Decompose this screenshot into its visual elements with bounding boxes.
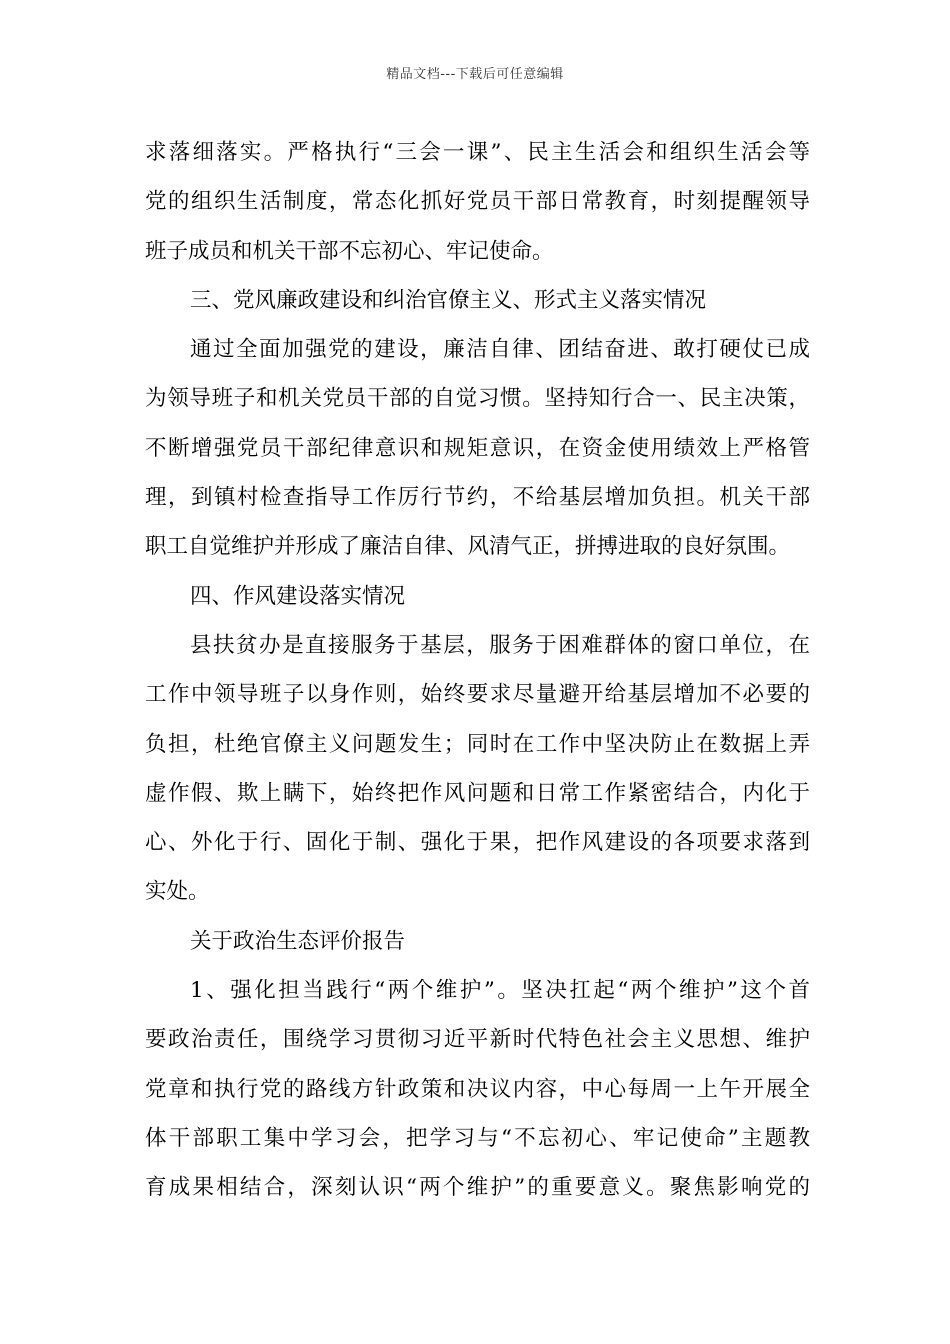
text-line: 虚作假、欺上瞒下，始终把作风问题和日常工作紧密结合，内化于 <box>145 780 810 806</box>
document-body <box>145 128 810 1213</box>
text-line: 求落细落实。严格执行“三会一课”、民主生活会和组织生活会等 <box>145 140 810 165</box>
text-line: 党的组织生活制度，常态化抓好党员干部日常教育，时刻提醒领导 <box>145 189 810 215</box>
text-line: 育成果相结合，深刻认识“两个维护”的重要意义。聚焦影响党的 <box>145 1175 810 1201</box>
text-line: 通过全面加强党的建设，廉洁自律、团结奋进、敢打硬仗已成 <box>190 337 810 363</box>
text-line: 实处。 <box>145 879 210 905</box>
text-line: 心、外化于行、固化于制、强化于果，把作风建设的各项要求落到 <box>145 830 810 856</box>
text-line: 体干部职工集中学习会，把学习与“不忘初心、牢记使命”主题教 <box>145 1125 810 1151</box>
text-line: 工作中领导班子以身作则，始终要求尽量避开给基层增加不必要的 <box>145 682 810 708</box>
text-line: 为领导班子和机关党员干部的自觉习惯。坚持知行合一、民主决策， <box>145 386 810 412</box>
page-header: 精品文档---下载后可任意编辑 <box>386 67 564 82</box>
report-title: 关于政治生态评价报告 <box>190 928 406 954</box>
text-line: 理，到镇村检查指导工作厉行节约，不给基层增加负担。机关干部 <box>145 485 810 511</box>
text-line: 职工自觉维护并形成了廉洁自律、风清气正，拼搏进取的良好氛围。 <box>145 534 791 560</box>
section-heading: 三、党风廉政建设和纠治官僚主义、形式主义落实情况 <box>190 287 707 313</box>
text-line: 1、强化担当践行“两个维护”。坚决扛起“两个维护”这个首 <box>190 978 810 1004</box>
text-line: 负担，杜绝官僚主义问题发生；同时在工作中坚决防止在数据上弄 <box>145 731 810 757</box>
text-line: 县扶贫办是直接服务于基层，服务于困难群体的窗口单位，在 <box>190 632 810 658</box>
section-heading: 四、作风建设落实情况 <box>190 583 406 609</box>
text-line: 党章和执行党的路线方针政策和决议内容，中心每周一上午开展全 <box>145 1076 810 1102</box>
text-line: 要政治责任，围绕学习贯彻习近平新时代特色社会主义思想、维护 <box>145 1027 810 1053</box>
text-line: 班子成员和机关干部不忘初心、牢记使命。 <box>145 238 554 264</box>
text-line: 不断增强党员干部纪律意识和规矩意识，在资金使用绩效上严格管 <box>145 435 810 461</box>
